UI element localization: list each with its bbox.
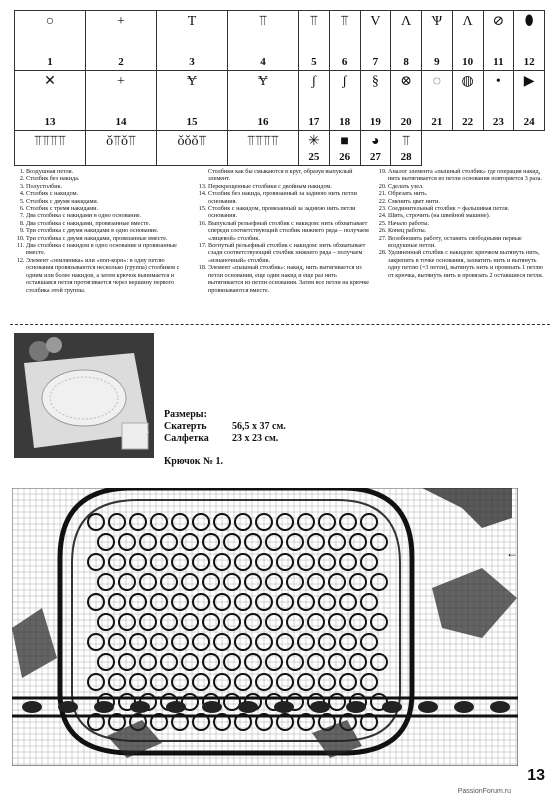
legend-cell: [86, 11, 157, 71]
legend-note: 9. Три столбика с двумя накидами в одно основание.: [26, 227, 192, 234]
double-treble-crochet-icon: ⫪: [340, 14, 349, 29]
bobble-icon: ⊘: [492, 14, 505, 29]
legend-number: 7: [372, 56, 379, 68]
legend-cell: [86, 131, 157, 166]
crossed-dc-icon: ✕: [44, 74, 56, 89]
chart-border-motif: [490, 701, 510, 713]
repeat-arrow-icon: ←: [506, 546, 518, 560]
legend-cell: [157, 11, 228, 71]
size-label: Скатерть: [164, 421, 207, 432]
legend-note: 27. Возобновить работу, оставить свободными первые воздушные петли.: [388, 235, 546, 250]
chart-border-motif: [310, 701, 330, 713]
half-double-crochet-icon: T: [187, 14, 197, 29]
legend-cell: [86, 71, 157, 131]
start-arrow-icon: ▶: [523, 74, 535, 89]
sizes-block: [164, 409, 286, 445]
legend-note: 10. Три столбика с двумя накидами, провязанные вместе.: [26, 235, 192, 242]
treble-crochet-icon: ⫪: [309, 14, 318, 29]
single-crochet-icon: +: [117, 14, 125, 29]
legend-note: 5. Столбик с двумя накидами.: [26, 198, 192, 205]
legend-number: 19: [369, 116, 381, 128]
double-crochet-icon: ⫪: [259, 14, 267, 29]
legend-number: 4: [260, 56, 266, 68]
back-post-dc-icon: ʃ: [342, 74, 347, 89]
legend-cell: [360, 131, 391, 166]
chain-stitch-icon: ○: [45, 14, 55, 29]
size-row-napkin: [164, 433, 286, 445]
legend-number: 8: [403, 56, 409, 68]
legend-cell: [360, 71, 391, 131]
legend-cell: [228, 11, 299, 71]
legend-note: 18. Элемент «пышный столбик»: накид, нить вытягивается из петли основания, еще один накид и еще раз нить вытягивается из петли основания. Затем все петли на крючке провязываются вместе.: [208, 264, 371, 294]
legend-note: 28. Удлиненный столбик с накидом: крючком вытянуть нить, закрепить в точке основания, захватить нить и вытянуть одну петлю (=3 петли), вытянуть нить и провязать 1 петлю от крючка, вытянуть нить и провязать 2 оставшиеся петли.: [388, 249, 546, 279]
three-tr-same-base-icon: Ѱ: [431, 14, 443, 29]
three-tr-together-icon: Λ: [462, 14, 473, 29]
legend-cell: [299, 71, 330, 131]
legend-note: 6. Столбик с тремя накидами.: [26, 205, 192, 212]
chart-border-motif: [130, 701, 150, 713]
legend-number: 21: [431, 116, 443, 128]
legend-table: [14, 10, 545, 166]
size-value: 56,5 х 37 см.: [232, 421, 286, 432]
legend-number: 11: [493, 56, 504, 68]
legend-cell: [15, 71, 86, 131]
legend-cell: [483, 11, 514, 71]
legend-cell: [329, 131, 360, 166]
legend-number: 23: [492, 116, 504, 128]
legend-cell: [329, 11, 360, 71]
legend-note: 19. Аналог элемента «пышный столбик» где операция накид, нить вытягивается из петли основания повторяется 3 раза.: [388, 168, 546, 183]
notes-column-3: [376, 168, 546, 279]
legend-number: 13: [44, 116, 56, 128]
legend-note: 3. Полустолбик.: [26, 183, 192, 190]
legend-note: 1. Воздушная петля.: [26, 168, 192, 175]
chart-border-motif: [238, 701, 258, 713]
legend-note: 11. Два столбика с накидом в одно основание и провязанные вместе.: [26, 242, 192, 257]
sc-between-posts-icon: +: [117, 74, 125, 89]
size-row-tablecloth: [164, 421, 286, 433]
filet-block-icon: ⫪⫪⫪⫪: [34, 134, 66, 149]
front-post-dc-icon: ʃ: [311, 74, 317, 89]
legend-cell: [329, 71, 360, 131]
legend-cell: [422, 11, 453, 71]
legend-number: 12: [523, 56, 535, 68]
filet-mesh-icon: ǒ⫪ǒ⫪: [106, 134, 136, 149]
legend-number: 27: [369, 151, 381, 163]
filet-lacet-icon: ǒǒǒ⫪: [177, 134, 207, 149]
note-12-continuation: Столбики как бы смыкаются в круг, образуя выпуклый элемент.: [208, 168, 353, 183]
legend-note: 23. Соединительный столбик = фальшивая петля.: [388, 205, 546, 212]
legend-number: 15: [186, 116, 198, 128]
site-watermark: PassionForum.ru: [457, 788, 511, 795]
chart-border-motif: [346, 701, 366, 713]
legend-number: 20: [400, 116, 412, 128]
legend-cell: [391, 11, 422, 71]
chart-border-motif: [202, 701, 222, 713]
sc-into-post-icon: Ɏ: [186, 74, 198, 89]
hook-size: Крючок № 1.: [164, 456, 224, 467]
legend-number: 5: [311, 56, 317, 68]
legend-note: 4. Столбик с накидом.: [26, 190, 192, 197]
popcorn-icon: ⬮: [524, 14, 534, 29]
legend-cell: [228, 131, 299, 166]
legend-number: 1: [47, 56, 53, 68]
legend-cell: [514, 71, 545, 131]
legend-note: 13. Перекрещенные столбики с двойным накидом.: [208, 183, 371, 190]
tablecloth-photo: [14, 333, 154, 458]
legend-number: 25: [308, 151, 320, 163]
notes-column-2: [196, 168, 371, 294]
legend-number: 17: [308, 116, 320, 128]
legend-number: 28: [400, 151, 412, 163]
chart-border-motif: [454, 701, 474, 713]
change-color-icon: ◍: [461, 74, 474, 89]
resume-work-icon: ◕: [371, 134, 380, 149]
slip-stitch-icon: •: [495, 74, 501, 89]
chart-border-motif: [58, 701, 78, 713]
size-value: 23 х 23 см.: [232, 433, 279, 444]
legend-number: 24: [523, 116, 535, 128]
legend-cell: [391, 71, 422, 131]
chart-border-motif: [22, 701, 42, 713]
chart-border-motif: [166, 701, 186, 713]
legend-number: 18: [339, 116, 351, 128]
page-number: 13: [527, 767, 545, 784]
filet-crochet-chart: [12, 488, 518, 766]
two-dc-together-icon: Λ: [401, 14, 412, 29]
cut-thread-icon: ◌: [432, 74, 442, 89]
puff-stitch-icon: §: [371, 74, 379, 89]
end-of-work-icon: ■: [340, 134, 349, 149]
legend-cell: [157, 131, 228, 166]
legend-number: 9: [434, 56, 440, 68]
legend-note: 14. Столбик без накида, провязанный за заднюю нить петли основания.: [208, 190, 371, 205]
chart-border-motif: [418, 701, 438, 713]
fasten-off-icon: ⊗: [400, 74, 412, 89]
legend-note: 20. Сделать узел.: [388, 183, 546, 190]
legend-number: 10: [462, 56, 474, 68]
legend-cell: [422, 71, 453, 131]
long-dc-icon: ⫪: [402, 134, 411, 149]
legend-number: 26: [339, 151, 351, 163]
legend-note: 8. Два столбика с накидами, провязанные вместе.: [26, 220, 192, 227]
legend-note: 16. Выпуклый рельефный столбик с накидом: нить обхватывает спереди соответствующий столбик нижнего ряда – получаем «лицевой» столбик.: [208, 220, 371, 242]
size-label: Салфетка: [164, 433, 209, 444]
legend-cell: [299, 131, 330, 166]
legend-cell: [228, 71, 299, 131]
legend-number: 14: [115, 116, 127, 128]
legend-cell: [157, 71, 228, 131]
section-divider: [10, 324, 550, 325]
sizes-heading: Размеры:: [164, 409, 207, 420]
tablecloth-photo-illustration: [14, 333, 154, 458]
notes-column-1: [14, 168, 192, 294]
legend-note: 7. Два столбика с накидами в одно основание.: [26, 212, 192, 219]
legend-number: 16: [257, 116, 269, 128]
dc-into-post-icon: Ɏ: [257, 74, 269, 89]
legend-note: 2. Столбик без накида.: [26, 175, 192, 182]
legend-cell: [483, 71, 514, 131]
chart-border-motif: [94, 701, 114, 713]
legend-note: 25. Начало работы.: [388, 220, 546, 227]
legend-number: 3: [189, 56, 195, 68]
legend-note: 15. Столбик с накидом, провязанный за заднюю нить петли основания.: [208, 205, 371, 220]
symbol-legend: [14, 10, 545, 166]
legend-note: 17. Вогнутый рельефный столбик с накидом: нить обхватывает сзади соответствующий столбик нижнего ряда – получаем «изнаночный» столбик.: [208, 242, 371, 264]
legend-cell: [452, 71, 483, 131]
legend-number: 2: [118, 56, 124, 68]
legend-note: 12. Элемент «земляника» или «поп-корн»: в одну петлю основания провязываются несколько (группа) столбиков с одним или более накидов, а затем крючок вынимается и оставшаяся петля протягивается через вершину первого столбика этой группы.: [26, 257, 192, 294]
chart-border-motif: [382, 701, 402, 713]
sewing-icon: ✳: [308, 134, 320, 149]
legend-note: 24. Шить, строчить (на швейной машине).: [388, 212, 546, 219]
legend-note: 22. Сменить цвет нити.: [388, 198, 546, 205]
legend-number: 22: [462, 116, 474, 128]
legend-cell: [15, 131, 86, 166]
legend-cell: [360, 11, 391, 71]
legend-number: 6: [341, 56, 348, 68]
legend-cell: [299, 11, 330, 71]
chart-border-motif: [274, 701, 294, 713]
two-dc-same-base-icon: V: [370, 14, 381, 29]
filet-bar-icon: ⫪⫪⫪⫪: [247, 134, 279, 149]
legend-cell: [452, 11, 483, 71]
legend-note: 26. Конец работы.: [388, 227, 546, 234]
legend-cell: [514, 11, 545, 71]
legend-cell: [391, 131, 422, 166]
legend-cell: [15, 11, 86, 71]
legend-note: 21. Обрезать нить.: [388, 190, 546, 197]
